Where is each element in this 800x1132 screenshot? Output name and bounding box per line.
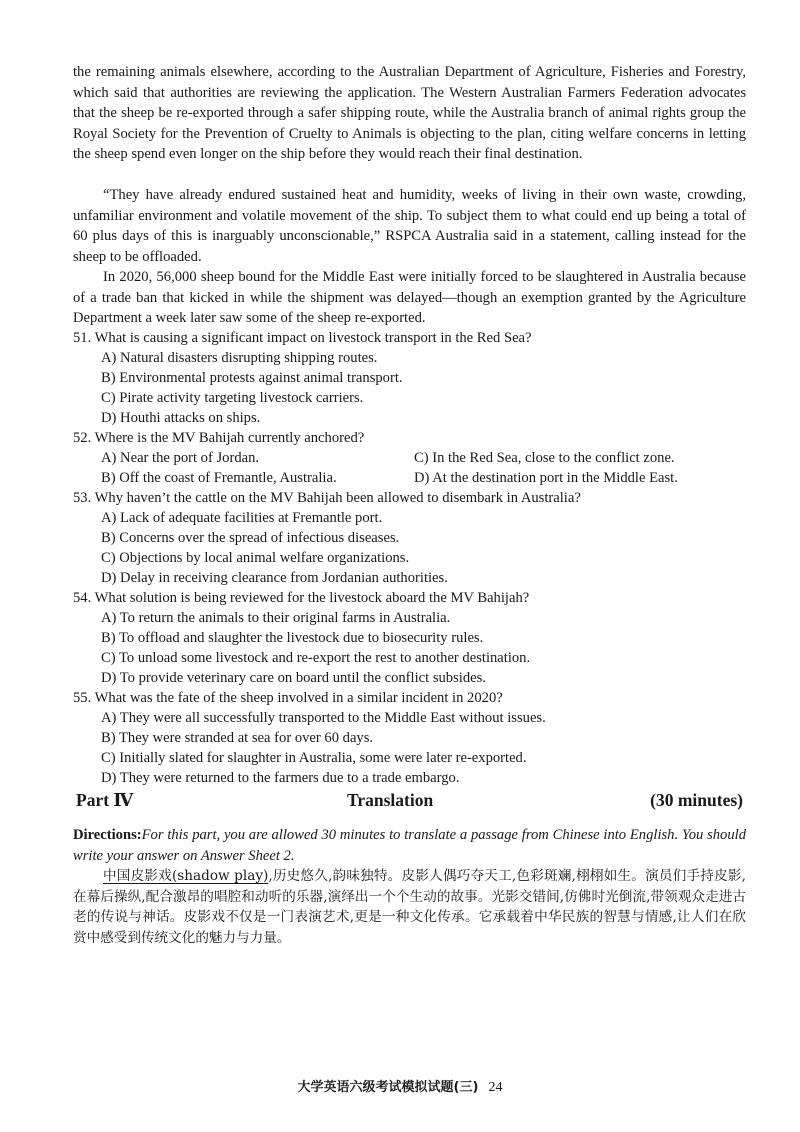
passage-paragraph-1: the remaining animals elsewhere, according to the Australian Department of Agriculture, Fisheries and Forestry, which said that authorities are reviewing the application. The Western Australian Farmers Federation advocates that the sheep be re-exported through a safer shipping route, while the Australia branch of animal rights group the Royal Society for the Prevention of Cruelty to Animals is objecting to the plan, citing welfare concerns in letting the sheep spend even longer on the ship before they would reach their final destination. xyxy=(73,64,746,162)
question-54-option-b[interactable]: B) To offload and slaughter the livestock due to biosecurity rules. xyxy=(101,630,484,646)
question-52-option-b[interactable]: B) Off the coast of Fremantle, Australia. xyxy=(101,470,337,486)
question-53-stem: 53. Why haven’t the cattle on the MV Bahijah been allowed to disembark in Australia? xyxy=(73,490,581,506)
question-52-stem: 52. Where is the MV Bahijah currently anchored? xyxy=(73,430,365,446)
directions-label: Directions: xyxy=(73,827,142,843)
question-54-option-d[interactable]: D) To provide veterinary care on board until the conflict subsides. xyxy=(101,670,486,686)
question-54-stem: 54. What solution is being reviewed for the livestock aboard the MV Bahijah? xyxy=(73,590,530,606)
question-52-option-c[interactable]: C) In the Red Sea, close to the conflict zone. xyxy=(414,450,675,466)
question-52-option-d[interactable]: D) At the destination port in the Middle East. xyxy=(414,470,678,486)
translation-underlined-term: 中国皮影戏(shadow play) xyxy=(103,868,269,884)
footer-title: 大学英语六级考试模拟试题(三) xyxy=(297,1080,479,1095)
question-51-option-c[interactable]: C) Pirate activity targeting livestock carriers. xyxy=(101,390,364,406)
question-53-option-c[interactable]: C) Objections by local animal welfare organizations. xyxy=(101,550,410,566)
part-title: Translation xyxy=(347,790,434,810)
part-time: (30 minutes) xyxy=(650,790,743,810)
question-52-option-a[interactable]: A) Near the port of Jordan. xyxy=(101,450,260,466)
directions xyxy=(73,825,746,866)
part-label: Part Ⅳ xyxy=(76,790,134,810)
translation-body: ,历史悠久,韵味独特。皮影人偶巧夺天工,色彩斑斓,栩栩如生。演员们手持皮影,在幕后操纵,配合激昂的唱腔和动听的乐器,演绎出一个个生动的故事。光影交错间,仿佛时光倒流,带领观众走进古老的传说与神话。皮影戏不仅是一门表演艺术,更是一种文化传承。它承载着中华民族的智慧与情感,让人们在欣赏中感受到传统文化的魅力与力量。 xyxy=(73,868,746,946)
question-55-option-a[interactable]: A) They were all successfully transported to the Middle East without issues. xyxy=(101,710,546,726)
question-55-option-b[interactable]: B) They were stranded at sea for over 60 days. xyxy=(101,730,374,746)
question-51-option-d[interactable]: D) Houthi attacks on ships. xyxy=(101,410,261,426)
part-header xyxy=(73,790,743,816)
question-54-option-c[interactable]: C) To unload some livestock and re-export the rest to another destination. xyxy=(101,650,531,666)
translation-passage xyxy=(73,866,746,948)
question-55-option-d[interactable]: D) They were returned to the farmers due to a trade embargo. xyxy=(101,770,460,786)
question-54-option-a[interactable]: A) To return the animals to their original farms in Australia. xyxy=(101,610,451,626)
passage-paragraph-2: “They have already endured sustained heat and humidity, weeks of living in their own waste, crowding, unfamiliar environment and volatile movement of the ship. To subject them to what could end up being a total of 60 plus days of this is inarguably unconscionable,” RSPCA Australia said in a statement, calling instead for the sheep to be offloaded. xyxy=(73,187,746,265)
question-53-option-b[interactable]: B) Concerns over the spread of infectious diseases. xyxy=(101,530,400,546)
question-51-option-a[interactable]: A) Natural disasters disrupting shipping routes. xyxy=(101,350,378,366)
page-number: 24 xyxy=(488,1080,503,1095)
question-55-option-c[interactable]: C) Initially slated for slaughter in Australia, some were later re-exported. xyxy=(101,750,527,766)
page-footer xyxy=(0,1078,800,1099)
passage-paragraph-3: In 2020, 56,000 sheep bound for the Middle East were initially forced to be slaughtered in Australia because of a trade ban that kicked in while the shipment was delayed—though an exemption granted by the Agriculture Department a week later saw some of the sheep re-exported. xyxy=(73,269,746,326)
question-53-option-a[interactable]: A) Lack of adequate facilities at Fremantle port. xyxy=(101,510,383,526)
question-55-stem: 55. What was the fate of the sheep involved in a similar incident in 2020? xyxy=(73,690,503,706)
directions-text: For this part, you are allowed 30 minutes to translate a passage from Chinese into English. You should write your answer on Answer Sheet 2. xyxy=(73,827,746,864)
question-51-option-b[interactable]: B) Environmental protests against animal transport. xyxy=(101,370,403,386)
question-53-option-d[interactable]: D) Delay in receiving clearance from Jordanian authorities. xyxy=(101,570,448,586)
question-51-stem: 51. What is causing a significant impact on livestock transport in the Red Sea? xyxy=(73,330,532,346)
